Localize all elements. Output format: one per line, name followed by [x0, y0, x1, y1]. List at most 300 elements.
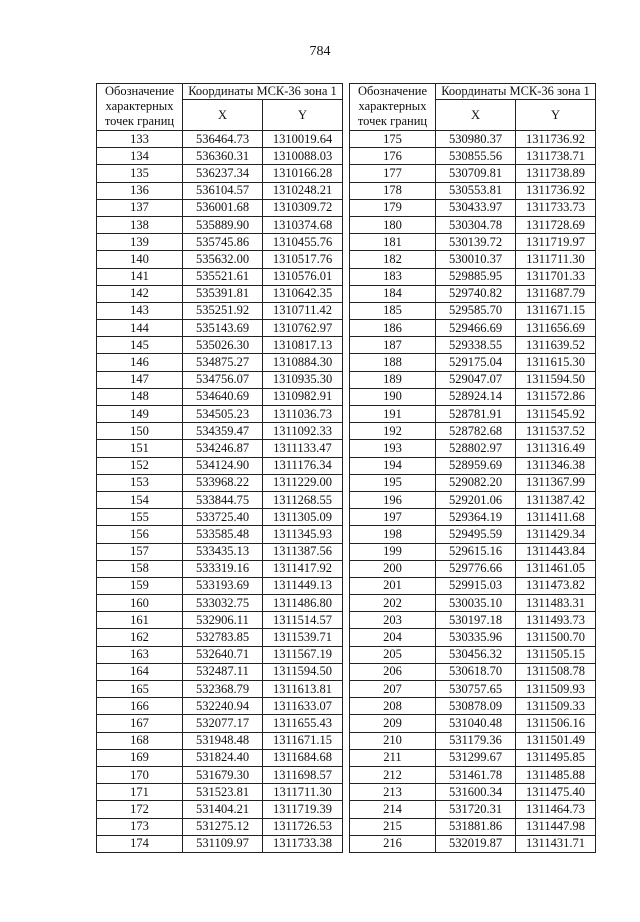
point-number-cell: 161 — [97, 612, 183, 629]
y-coordinate-cell: 1311687.79 — [516, 285, 596, 302]
table-row — [350, 835, 596, 852]
y-coordinate-cell: 1311449.13 — [263, 577, 343, 594]
x-coordinate-cell: 535889.90 — [183, 216, 263, 233]
x-coordinate-cell: 530197.18 — [436, 612, 516, 629]
table-row — [97, 681, 343, 698]
table-row — [350, 371, 596, 388]
point-number-cell: 169 — [97, 749, 183, 766]
table-row — [97, 663, 343, 680]
table-row — [97, 388, 343, 405]
y-coordinate-cell: 1311483.31 — [516, 595, 596, 612]
y-coordinate-cell: 1311594.50 — [263, 663, 343, 680]
table-row — [97, 801, 343, 818]
y-coordinate-cell: 1311615.30 — [516, 354, 596, 371]
point-number-cell: 192 — [350, 423, 436, 440]
y-coordinate-cell: 1311464.73 — [516, 801, 596, 818]
point-number-cell: 163 — [97, 646, 183, 663]
table-row — [350, 337, 596, 354]
y-coordinate-cell: 1311736.92 — [516, 182, 596, 199]
table-row — [350, 732, 596, 749]
x-column-header: X — [183, 100, 263, 131]
point-number-cell: 141 — [97, 268, 183, 285]
table-row — [350, 612, 596, 629]
point-number-cell: 144 — [97, 320, 183, 337]
table-row — [350, 182, 596, 199]
x-coordinate-cell: 529175.04 — [436, 354, 516, 371]
y-coordinate-cell: 1311316.49 — [516, 440, 596, 457]
point-number-cell: 209 — [350, 715, 436, 732]
table-row — [97, 595, 343, 612]
point-number-cell: 193 — [350, 440, 436, 457]
x-coordinate-cell: 532906.11 — [183, 612, 263, 629]
y-coordinate-cell: 1311509.33 — [516, 698, 596, 715]
x-coordinate-cell: 535391.81 — [183, 285, 263, 302]
table-row — [97, 766, 343, 783]
y-column-header: Y — [263, 100, 343, 131]
y-coordinate-cell: 1311671.15 — [516, 302, 596, 319]
x-coordinate-cell: 530878.09 — [436, 698, 516, 715]
x-coordinate-cell: 532783.85 — [183, 629, 263, 646]
table-row — [97, 165, 343, 182]
y-coordinate-cell: 1310817.13 — [263, 337, 343, 354]
table-row — [97, 715, 343, 732]
y-coordinate-cell: 1311443.84 — [516, 543, 596, 560]
x-coordinate-cell: 528959.69 — [436, 457, 516, 474]
point-number-cell: 146 — [97, 354, 183, 371]
x-coordinate-cell: 530335.96 — [436, 629, 516, 646]
point-number-cell: 177 — [350, 165, 436, 182]
table-row — [97, 251, 343, 268]
table-row — [350, 698, 596, 715]
table-row — [350, 491, 596, 508]
x-coordinate-cell: 530139.72 — [436, 234, 516, 251]
table-row — [97, 732, 343, 749]
table-row — [97, 302, 343, 319]
y-coordinate-cell: 1311176.34 — [263, 457, 343, 474]
point-number-cell: 186 — [350, 320, 436, 337]
coordinates-system-header: Координаты МСК-36 зона 1 — [183, 84, 343, 100]
y-coordinate-cell: 1311431.71 — [516, 835, 596, 852]
x-coordinate-cell: 534359.47 — [183, 423, 263, 440]
point-number-cell: 134 — [97, 148, 183, 165]
y-coordinate-cell: 1311733.38 — [263, 835, 343, 852]
table-row — [97, 406, 343, 423]
x-coordinate-cell: 529047.07 — [436, 371, 516, 388]
point-number-cell: 164 — [97, 663, 183, 680]
y-coordinate-cell: 1311728.69 — [516, 216, 596, 233]
table-row — [97, 148, 343, 165]
x-coordinate-cell: 531824.40 — [183, 749, 263, 766]
point-number-cell: 154 — [97, 491, 183, 508]
x-coordinate-cell: 534505.23 — [183, 406, 263, 423]
y-coordinate-cell: 1311726.53 — [263, 818, 343, 835]
y-coordinate-cell: 1311719.97 — [516, 234, 596, 251]
point-number-cell: 174 — [97, 835, 183, 852]
point-number-cell: 158 — [97, 560, 183, 577]
point-number-cell: 213 — [350, 784, 436, 801]
table-row — [97, 216, 343, 233]
y-coordinate-cell: 1311229.00 — [263, 474, 343, 491]
y-coordinate-cell: 1311509.93 — [516, 681, 596, 698]
point-number-cell: 142 — [97, 285, 183, 302]
table-row — [97, 182, 343, 199]
x-coordinate-cell: 531679.30 — [183, 766, 263, 783]
x-column-header: X — [436, 100, 516, 131]
point-number-cell: 188 — [350, 354, 436, 371]
point-number-cell: 148 — [97, 388, 183, 405]
point-number-cell: 180 — [350, 216, 436, 233]
y-column-header: Y — [516, 100, 596, 131]
table-row — [97, 560, 343, 577]
point-number-cell: 153 — [97, 474, 183, 491]
point-number-cell: 197 — [350, 509, 436, 526]
x-coordinate-cell: 530855.56 — [436, 148, 516, 165]
point-number-cell: 136 — [97, 182, 183, 199]
table-row — [97, 646, 343, 663]
point-number-cell: 138 — [97, 216, 183, 233]
point-number-cell: 152 — [97, 457, 183, 474]
x-coordinate-cell: 530980.37 — [436, 131, 516, 148]
point-number-cell: 149 — [97, 406, 183, 423]
x-coordinate-cell: 534875.27 — [183, 354, 263, 371]
table-row — [350, 251, 596, 268]
x-coordinate-cell: 532019.87 — [436, 835, 516, 852]
point-number-cell: 173 — [97, 818, 183, 835]
table-row — [350, 302, 596, 319]
point-number-cell: 207 — [350, 681, 436, 698]
point-number-cell: 171 — [97, 784, 183, 801]
y-coordinate-cell: 1310642.35 — [263, 285, 343, 302]
table-row — [97, 509, 343, 526]
table-row — [97, 577, 343, 594]
x-coordinate-cell: 531299.67 — [436, 749, 516, 766]
point-number-cell: 179 — [350, 199, 436, 216]
x-coordinate-cell: 531720.31 — [436, 801, 516, 818]
x-coordinate-cell: 534640.69 — [183, 388, 263, 405]
point-number-cell: 175 — [350, 131, 436, 148]
point-number-cell: 191 — [350, 406, 436, 423]
x-coordinate-cell: 531404.21 — [183, 801, 263, 818]
y-coordinate-cell: 1310374.68 — [263, 216, 343, 233]
x-coordinate-cell: 530433.97 — [436, 199, 516, 216]
y-coordinate-cell: 1310982.91 — [263, 388, 343, 405]
table-row — [97, 698, 343, 715]
x-coordinate-cell: 530035.10 — [436, 595, 516, 612]
point-number-cell: 145 — [97, 337, 183, 354]
x-coordinate-cell: 530304.78 — [436, 216, 516, 233]
x-coordinate-cell: 529585.70 — [436, 302, 516, 319]
table-row — [350, 320, 596, 337]
table-row — [350, 526, 596, 543]
y-coordinate-cell: 1311711.30 — [516, 251, 596, 268]
table-row — [350, 131, 596, 148]
table-row — [97, 423, 343, 440]
point-number-cell: 208 — [350, 698, 436, 715]
x-coordinate-cell: 532640.71 — [183, 646, 263, 663]
table-row — [350, 543, 596, 560]
x-coordinate-cell: 531600.34 — [436, 784, 516, 801]
x-coordinate-cell: 534124.90 — [183, 457, 263, 474]
table-body-left — [97, 131, 343, 853]
x-coordinate-cell: 529364.19 — [436, 509, 516, 526]
x-coordinate-cell: 531040.48 — [436, 715, 516, 732]
table-row — [97, 784, 343, 801]
table-row — [97, 285, 343, 302]
y-coordinate-cell: 1310309.72 — [263, 199, 343, 216]
x-coordinate-cell: 536237.34 — [183, 165, 263, 182]
x-coordinate-cell: 535745.86 — [183, 234, 263, 251]
y-coordinate-cell: 1311701.33 — [516, 268, 596, 285]
y-coordinate-cell: 1311346.38 — [516, 457, 596, 474]
table-row — [97, 131, 343, 148]
point-number-cell: 151 — [97, 440, 183, 457]
point-number-cell: 189 — [350, 371, 436, 388]
point-number-cell: 185 — [350, 302, 436, 319]
x-coordinate-cell: 531461.78 — [436, 766, 516, 783]
table-row — [97, 268, 343, 285]
x-coordinate-cell: 531179.36 — [436, 732, 516, 749]
y-coordinate-cell: 1310762.97 — [263, 320, 343, 337]
x-coordinate-cell: 529885.95 — [436, 268, 516, 285]
point-number-cell: 187 — [350, 337, 436, 354]
table-row — [350, 457, 596, 474]
page-number: 784 — [309, 44, 331, 59]
x-coordinate-cell: 529338.55 — [436, 337, 516, 354]
point-number-cell: 176 — [350, 148, 436, 165]
point-number-cell: 181 — [350, 234, 436, 251]
x-coordinate-cell: 534246.87 — [183, 440, 263, 457]
table-row — [350, 715, 596, 732]
y-coordinate-cell: 1310711.42 — [263, 302, 343, 319]
y-coordinate-cell: 1311461.05 — [516, 560, 596, 577]
x-coordinate-cell: 530553.81 — [436, 182, 516, 199]
x-coordinate-cell: 528782.68 — [436, 423, 516, 440]
point-number-cell: 166 — [97, 698, 183, 715]
y-coordinate-cell: 1311092.33 — [263, 423, 343, 440]
y-coordinate-cell: 1311572.86 — [516, 388, 596, 405]
x-coordinate-cell: 529466.69 — [436, 320, 516, 337]
x-coordinate-cell: 530757.65 — [436, 681, 516, 698]
x-coordinate-cell: 529740.82 — [436, 285, 516, 302]
point-number-cell: 203 — [350, 612, 436, 629]
y-coordinate-cell: 1311305.09 — [263, 509, 343, 526]
point-number-cell: 157 — [97, 543, 183, 560]
point-number-cell: 198 — [350, 526, 436, 543]
table-row — [350, 663, 596, 680]
point-number-cell: 195 — [350, 474, 436, 491]
table-row — [350, 629, 596, 646]
point-number-cell: 133 — [97, 131, 183, 148]
x-coordinate-cell: 529915.03 — [436, 577, 516, 594]
x-coordinate-cell: 528781.91 — [436, 406, 516, 423]
point-number-cell: 150 — [97, 423, 183, 440]
point-number-cell: 211 — [350, 749, 436, 766]
x-coordinate-cell: 535026.30 — [183, 337, 263, 354]
x-coordinate-cell: 533725.40 — [183, 509, 263, 526]
x-coordinate-cell: 529776.66 — [436, 560, 516, 577]
point-number-cell: 162 — [97, 629, 183, 646]
x-coordinate-cell: 535632.00 — [183, 251, 263, 268]
y-coordinate-cell: 1311133.47 — [263, 440, 343, 457]
table-row — [350, 216, 596, 233]
point-number-cell: 194 — [350, 457, 436, 474]
y-coordinate-cell: 1311698.57 — [263, 766, 343, 783]
y-coordinate-cell: 1311429.34 — [516, 526, 596, 543]
point-number-cell: 201 — [350, 577, 436, 594]
x-coordinate-cell: 530709.81 — [436, 165, 516, 182]
point-number-cell: 215 — [350, 818, 436, 835]
point-number-cell: 210 — [350, 732, 436, 749]
y-coordinate-cell: 1311475.40 — [516, 784, 596, 801]
y-coordinate-cell: 1311268.55 — [263, 491, 343, 508]
table-body-right — [350, 131, 596, 853]
table-row — [97, 199, 343, 216]
y-coordinate-cell: 1311738.89 — [516, 165, 596, 182]
x-coordinate-cell: 529201.06 — [436, 491, 516, 508]
y-coordinate-cell: 1311733.73 — [516, 199, 596, 216]
table-row — [97, 629, 343, 646]
table-row — [350, 234, 596, 251]
point-number-cell: 159 — [97, 577, 183, 594]
table-row — [350, 801, 596, 818]
y-coordinate-cell: 1311387.42 — [516, 491, 596, 508]
table-row — [97, 543, 343, 560]
x-coordinate-cell: 536104.57 — [183, 182, 263, 199]
coordinates-table-right — [349, 83, 596, 853]
x-coordinate-cell: 533319.16 — [183, 560, 263, 577]
x-coordinate-cell: 532368.79 — [183, 681, 263, 698]
y-coordinate-cell: 1310248.21 — [263, 182, 343, 199]
point-number-cell: 160 — [97, 595, 183, 612]
x-coordinate-cell: 528924.14 — [436, 388, 516, 405]
table-row — [350, 784, 596, 801]
x-coordinate-cell: 536001.68 — [183, 199, 263, 216]
point-number-cell: 165 — [97, 681, 183, 698]
table-row — [350, 766, 596, 783]
point-number-cell: 183 — [350, 268, 436, 285]
y-coordinate-cell: 1311567.19 — [263, 646, 343, 663]
y-coordinate-cell: 1311505.15 — [516, 646, 596, 663]
point-number-cell: 147 — [97, 371, 183, 388]
y-coordinate-cell: 1310455.76 — [263, 234, 343, 251]
x-coordinate-cell: 528802.97 — [436, 440, 516, 457]
x-coordinate-cell: 531109.97 — [183, 835, 263, 852]
y-coordinate-cell: 1311539.71 — [263, 629, 343, 646]
table-row — [350, 165, 596, 182]
y-coordinate-cell: 1311485.88 — [516, 766, 596, 783]
y-coordinate-cell: 1310576.01 — [263, 268, 343, 285]
y-coordinate-cell: 1311738.71 — [516, 148, 596, 165]
point-number-cell: 199 — [350, 543, 436, 560]
point-number-cell: 184 — [350, 285, 436, 302]
x-coordinate-cell: 535143.69 — [183, 320, 263, 337]
table-row — [97, 320, 343, 337]
point-number-cell: 137 — [97, 199, 183, 216]
x-coordinate-cell: 533585.48 — [183, 526, 263, 543]
x-coordinate-cell: 530010.37 — [436, 251, 516, 268]
table-row — [350, 646, 596, 663]
point-number-cell: 170 — [97, 766, 183, 783]
y-coordinate-cell: 1310935.30 — [263, 371, 343, 388]
y-coordinate-cell: 1311036.73 — [263, 406, 343, 423]
table-row — [97, 337, 343, 354]
x-coordinate-cell: 535521.61 — [183, 268, 263, 285]
x-coordinate-cell: 536464.73 — [183, 131, 263, 148]
y-coordinate-cell: 1311501.49 — [516, 732, 596, 749]
y-coordinate-cell: 1311545.92 — [516, 406, 596, 423]
table-row — [97, 491, 343, 508]
table-row — [350, 354, 596, 371]
y-coordinate-cell: 1310019.64 — [263, 131, 343, 148]
x-coordinate-cell: 531948.48 — [183, 732, 263, 749]
x-coordinate-cell: 531275.12 — [183, 818, 263, 835]
x-coordinate-cell: 533193.69 — [183, 577, 263, 594]
x-coordinate-cell: 531523.81 — [183, 784, 263, 801]
table-row — [350, 560, 596, 577]
y-coordinate-cell: 1311736.92 — [516, 131, 596, 148]
point-number-cell: 143 — [97, 302, 183, 319]
y-coordinate-cell: 1311633.07 — [263, 698, 343, 715]
y-coordinate-cell: 1311655.43 — [263, 715, 343, 732]
point-number-cell: 216 — [350, 835, 436, 852]
x-coordinate-cell: 533968.22 — [183, 474, 263, 491]
y-coordinate-cell: 1311613.81 — [263, 681, 343, 698]
x-coordinate-cell: 531881.86 — [436, 818, 516, 835]
table-row — [97, 457, 343, 474]
point-number-cell: 167 — [97, 715, 183, 732]
x-coordinate-cell: 532077.17 — [183, 715, 263, 732]
table-row — [350, 406, 596, 423]
y-coordinate-cell: 1311493.73 — [516, 612, 596, 629]
table-row — [350, 440, 596, 457]
y-coordinate-cell: 1311537.52 — [516, 423, 596, 440]
table-row — [97, 835, 343, 852]
table-row — [350, 595, 596, 612]
table-row — [97, 818, 343, 835]
point-number-cell: 202 — [350, 595, 436, 612]
y-coordinate-cell: 1311508.78 — [516, 663, 596, 680]
table-row — [350, 681, 596, 698]
y-coordinate-cell: 1311711.30 — [263, 784, 343, 801]
x-coordinate-cell: 529082.20 — [436, 474, 516, 491]
point-number-cell: 139 — [97, 234, 183, 251]
y-coordinate-cell: 1311486.80 — [263, 595, 343, 612]
x-coordinate-cell: 533435.13 — [183, 543, 263, 560]
point-number-cell: 212 — [350, 766, 436, 783]
table-row — [97, 526, 343, 543]
table-row — [350, 285, 596, 302]
table-row — [350, 199, 596, 216]
point-designation-header: Обозначение характерных точек границ — [350, 84, 436, 131]
point-number-cell: 168 — [97, 732, 183, 749]
point-number-cell: 172 — [97, 801, 183, 818]
y-coordinate-cell: 1310517.76 — [263, 251, 343, 268]
table-row — [350, 388, 596, 405]
x-coordinate-cell: 533844.75 — [183, 491, 263, 508]
x-coordinate-cell: 534756.07 — [183, 371, 263, 388]
table-row — [97, 371, 343, 388]
y-coordinate-cell: 1310166.28 — [263, 165, 343, 182]
y-coordinate-cell: 1311671.15 — [263, 732, 343, 749]
x-coordinate-cell: 532487.11 — [183, 663, 263, 680]
table-row — [97, 440, 343, 457]
y-coordinate-cell: 1310884.30 — [263, 354, 343, 371]
table-row — [97, 612, 343, 629]
point-number-cell: 204 — [350, 629, 436, 646]
point-number-cell: 190 — [350, 388, 436, 405]
point-number-cell: 135 — [97, 165, 183, 182]
y-coordinate-cell: 1311594.50 — [516, 371, 596, 388]
